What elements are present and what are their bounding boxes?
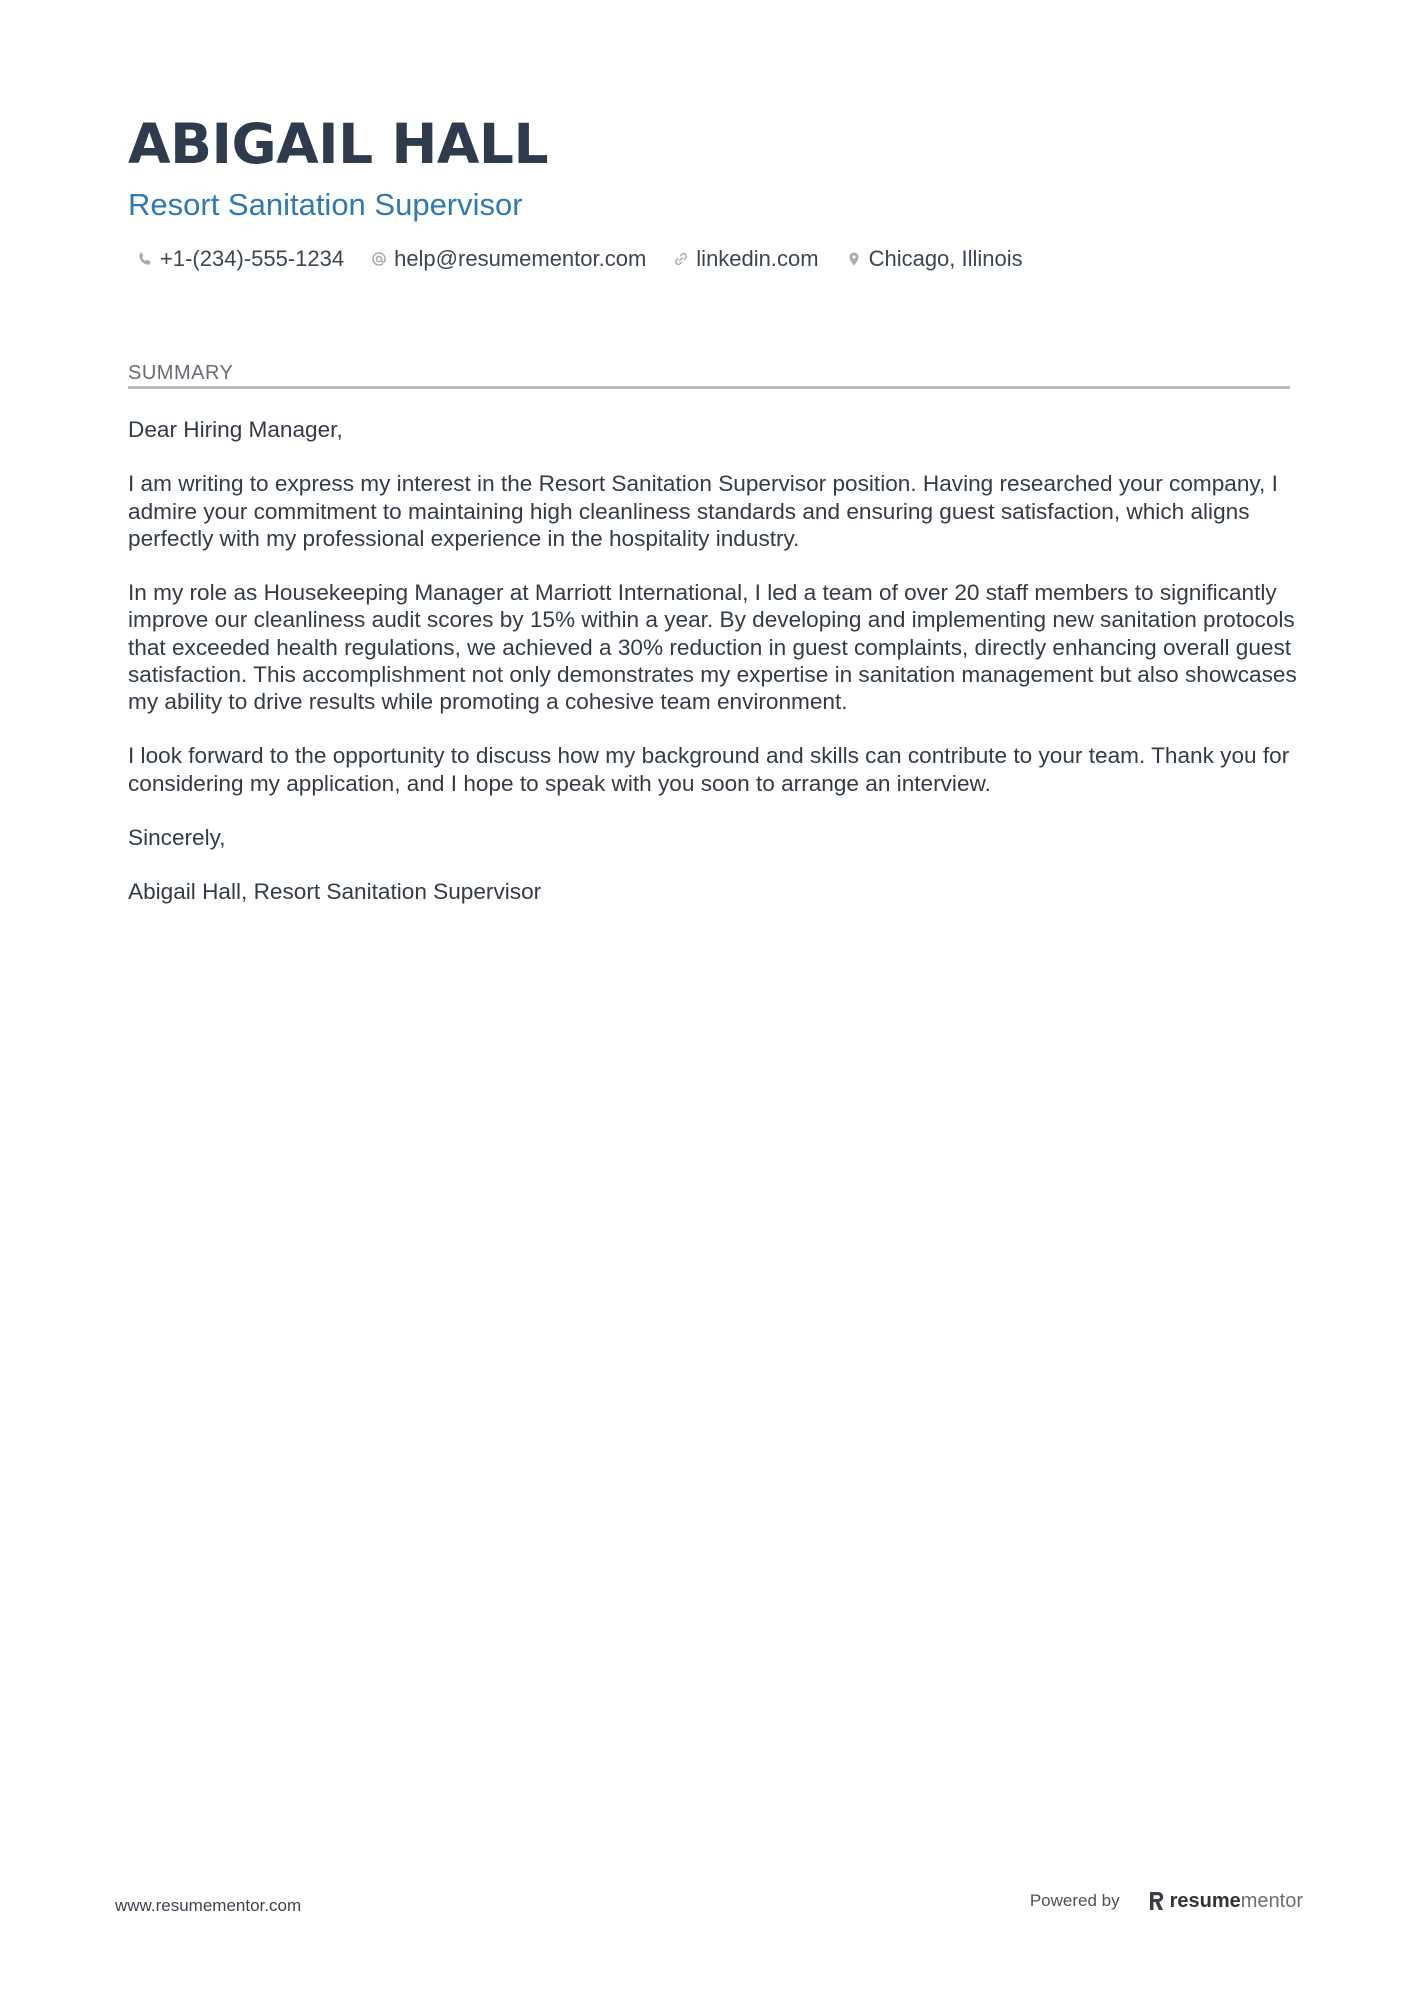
- paragraph-intro: I am writing to express my interest in the Resort Sanitation Supervisor position. Having researched your company, I admire your commitment to maintaining high cleanliness standards and ensuring guest satisfaction, which aligns perfectly with my professional experience in the hospitality industry.: [128, 471, 1278, 551]
- footer-branding: [1030, 1888, 1303, 1914]
- brand-logo: [1148, 1888, 1303, 1914]
- email-address: help@resumementor.com: [394, 246, 647, 271]
- salutation: Dear Hiring Manager,: [128, 417, 343, 442]
- brand-name-part1: resume: [1169, 1890, 1241, 1912]
- job-title: Resort Sanitation Supervisor: [128, 187, 523, 222]
- linkedin-link: linkedin.com: [696, 246, 819, 271]
- link-icon: [672, 250, 690, 268]
- brand-name-part2: mentor: [1240, 1890, 1303, 1912]
- cover-letter-body: [128, 416, 1303, 933]
- signature: Abigail Hall, Resort Sanitation Supervisor: [128, 879, 542, 905]
- paragraph-closing: I look forward to the opportunity to discuss how my background and skills can contribute to your team. Thank you for considering my application, and I hope to speak with you soon to arrange an interview.: [128, 743, 1290, 796]
- contact-location: [845, 244, 1023, 274]
- location-text: Chicago, Illinois: [868, 246, 1023, 271]
- sign-off: Sincerely,: [128, 824, 226, 850]
- contact-linkedin: [672, 244, 818, 274]
- phone-number: +1-(234)-555-1234: [160, 246, 345, 271]
- summary-heading: SUMMARY: [128, 362, 234, 384]
- candidate-name: ABIGAIL HALL: [128, 112, 549, 176]
- phone-icon: [136, 250, 154, 268]
- contact-phone: [136, 244, 344, 274]
- resumementor-logo-icon: [1148, 1890, 1166, 1912]
- powered-by-label: Powered by: [1029, 1891, 1120, 1910]
- at-icon: [370, 250, 388, 268]
- contact-bar: [136, 244, 1049, 274]
- paragraph-experience: In my role as Housekeeping Manager at Marriott International, I led a team of over 20 staff members to significantly improve our cleanliness audit scores by 15% within a year. By developing and implementing new sanitation protocols that exceeded health regulations, we achieved a 30% reduction in guest complaints, directly enhancing overall guest satisfaction. This accomplishment not only demonstrates my expertise in sanitation management but also showcases my ability to drive results while promoting a cohesive team environment.: [128, 580, 1297, 714]
- section-divider: [128, 386, 1290, 389]
- location-pin-icon: [845, 250, 863, 268]
- contact-email: [370, 244, 646, 274]
- footer-website: www.resumementor.com: [115, 1896, 302, 1915]
